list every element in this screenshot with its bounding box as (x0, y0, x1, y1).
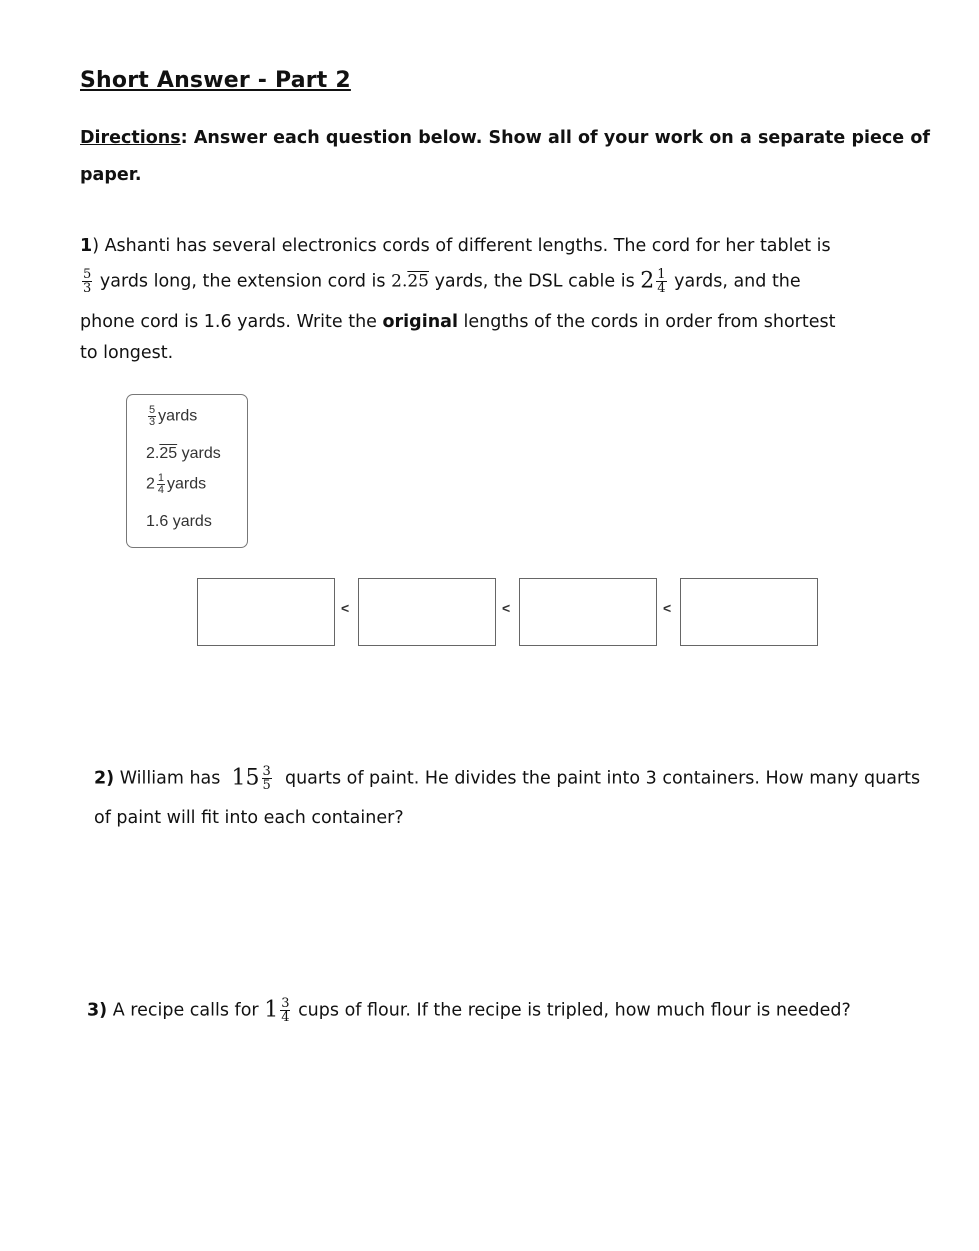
q2-line1 (94, 765, 920, 792)
fraction-numerator: 1 (657, 267, 666, 282)
directions-label: Directions (80, 128, 181, 148)
extension-cord-value (391, 272, 429, 292)
q1-line2c: yards, and the (674, 271, 801, 292)
q1-line3b: lengths of the cords in order from shortest (457, 312, 836, 332)
fraction-denominator: 5 (262, 778, 271, 793)
ext-repeat: 25 (407, 271, 429, 292)
fraction-numerator: 5 (83, 267, 92, 282)
less-than-symbol: < (341, 600, 350, 616)
card-int: 2. (146, 445, 160, 462)
card-fraction (157, 473, 165, 496)
answer-box-3[interactable] (519, 578, 657, 646)
q3-text-b: cups of flour. If the recipe is tripled, how much flour is needed? (298, 1000, 851, 1021)
less-than-symbol: < (502, 600, 511, 616)
card-fraction (148, 405, 156, 428)
answer-box-2[interactable] (358, 578, 496, 646)
dsl-fraction (656, 268, 666, 295)
q1-number: 1 (80, 236, 93, 256)
card-unit: yards (158, 407, 198, 425)
card-unit: yards (167, 475, 207, 493)
directions (80, 120, 930, 194)
q1-line2a: yards long, the extension cord is (99, 271, 386, 292)
tablet-fraction (82, 268, 92, 295)
q3-number: 3) (87, 1000, 108, 1021)
lengths-card (126, 394, 248, 548)
fraction-numerator: 3 (281, 996, 290, 1011)
q1-line3a: phone cord is 1.6 yards. Write the (80, 312, 383, 332)
q2-fraction (262, 765, 272, 792)
q2-number: 2) (94, 768, 115, 789)
q2-text-a: William has (119, 768, 221, 789)
fraction-denominator: 4 (281, 1010, 290, 1025)
answer-box-1[interactable] (197, 578, 335, 646)
q2-text-b: quarts of paint. He divides the paint into 3 containers. How many quarts (284, 768, 921, 789)
q3-fraction (280, 997, 290, 1024)
q1-line2 (80, 268, 801, 295)
fraction-denominator: 4 (657, 281, 666, 296)
less-than-symbol: < (663, 600, 672, 616)
answer-box-4[interactable] (680, 578, 818, 646)
q3-line1 (87, 997, 851, 1024)
fraction-numerator: 3 (262, 764, 271, 779)
q1-line4: to longest. (80, 343, 174, 363)
q1-line3 (80, 311, 835, 333)
dsl-whole: 2 (640, 268, 655, 294)
card-whole: 2 (146, 475, 155, 493)
q2-line2: of paint will fit into each container? (94, 808, 404, 828)
q3-text-a: A recipe calls for (112, 1000, 259, 1021)
q2-whole: 15 (231, 765, 260, 791)
q1-line1-text: ) Ashanti has several electronics cords of different lengths. The cord for her tablet is (92, 236, 831, 256)
card-item-2 (146, 445, 221, 463)
q3-whole: 1 (264, 997, 279, 1023)
fraction-numerator: 5 (149, 404, 156, 416)
card-repeat: 25 (159, 445, 178, 462)
page-title: Short Answer - Part 2 (80, 68, 351, 93)
fraction-denominator: 3 (83, 281, 92, 296)
fraction-denominator: 4 (157, 484, 165, 496)
directions-text: : Answer each question below. Show all of your work on a separate piece of paper. (80, 128, 930, 185)
card-item-3 (146, 473, 206, 496)
fraction-denominator: 3 (149, 416, 156, 428)
ext-int: 2. (391, 271, 408, 292)
card-unit: yards (181, 445, 221, 462)
q1-line2b: yards, the DSL cable is (434, 271, 635, 292)
q1-line3-bold: original (382, 312, 458, 332)
card-item-4: 1.6 yards (146, 513, 212, 530)
fraction-numerator: 1 (157, 472, 165, 484)
q1-line1 (80, 235, 831, 257)
card-item-1 (146, 405, 197, 428)
